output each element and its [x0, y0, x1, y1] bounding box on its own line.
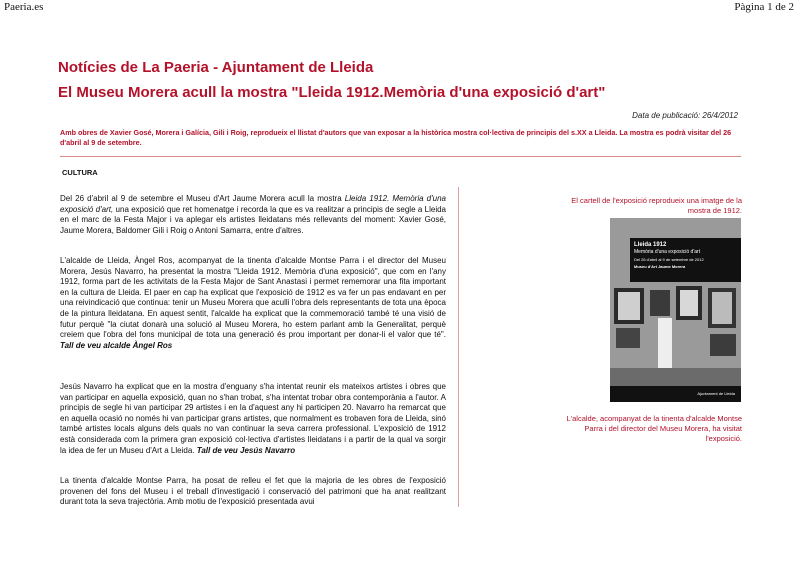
poster-title-box: Lleida 1912 Memòria d'una exposició d'art Del 26 d'abril al 9 de setembre de 2012 Museu d'Art Jaume Morera — [630, 238, 741, 282]
site-title: Notícies de La Paeria - Ajuntament de Lleida — [58, 59, 374, 76]
publication-date: Data de publicació: 26/4/2012 — [632, 111, 738, 120]
audio-link-navarro[interactable]: Tall de veu Jesús Navarro — [196, 445, 296, 455]
section-label: CULTURA — [62, 168, 98, 177]
column-divider — [458, 187, 459, 507]
article-title: El Museu Morera acull la mostra "Lleida 1912.Memòria d'una exposició d'art" — [58, 84, 606, 101]
poster-footer: Ajuntament de Lleida — [610, 386, 741, 402]
caption-top: El cartell de l'exposició reprodueix una imatge de la mostra de 1912. — [571, 196, 742, 215]
header-site: Paeria.es — [4, 1, 44, 13]
paragraph-2: L'alcalde de Lleida, Àngel Ros, acompanyat de la tinenta d'alcalde Montse Parra i el director del Museu Morera, Jesús Navarro, ha presentat la mostra "Lleida 1912. Memòria d'una exposició", que com en l'any 1912, forma part de les activitats de la Festa Major de Sant Anastasi i permet rememorar una fita important en la cultura de Lleida. El paer en cap ha explicat que l'exposició de 1912 es va fer un pas endavant en per una reivindicació que continua: tenir un Museu Morera que aculli l'obra dels representants de tota una època de la pintura lleidatana. En aquest sentit, l'alcalde ha explicat que la commemoració també té una visió de futur perquè "la ciutat donarà una solució al Museu Morera, ho estem parlant amb la Generalitat, perquè creiem que l'obra del fons municipal de tota una generació és prou important per donar-li el valor que té". Tall de veu alcalde Àngel Ros — [60, 256, 446, 350]
paragraph-4: La tinenta d'alcalde Montse Parra, ha posat de relleu el fet que la majoria de les obres de l'exposició provenen del fons del Museu i el treball d'investigació i conservació del patrimoni que ha anat realitzant durant tota la seva trajectòria. Amb motiu de l'exposició presentada avui — [60, 476, 446, 507]
paragraph-3: Jesús Navarro ha explicat que en la mostra d'enguany s'ha intentat reunir els mateixos artistes i obres que van participar en aquella exposició, quan no s'han trobat, s'ha intentat trobar obra contemporània a l'autor. A principis de segle hi van participar 29 artistes i en la d'aquest any hi participen 20. Navarro ha remarcat que en aquella ocasió no només hi van participar grans artistes, que normalment es trobaven fora de Lleida, sinó també artistes locals alguns dels quals no van continuar la seva carrera professional. L'exposició de 1912 està considerada com la primera gran exposició col·lectiva d'artistes lleidatans i a partir de la qual va sorgir la idea de fer un Museu d'Art a Lleida. Tall de veu Jesús Navarro — [60, 382, 446, 455]
audio-link-ros[interactable]: Tall de veu alcalde Àngel Ros — [60, 340, 173, 350]
poster-image — [610, 218, 741, 402]
caption-bottom: L'alcalde, acompanyat de la tinenta d'alcalde Montse Parra i del director del Museu Morera, ha visitat l'exposició. — [566, 414, 742, 443]
header-page-number: Pàgina 1 de 2 — [734, 1, 794, 13]
paragraph-1: Del 26 d'abril al 9 de setembre el Museu d'Art Jaume Morera acull la mostra Lleida 1912. Memòria d'una exposició d'art, una exposició que ret homenatge i recorda la que es va realitzar a principis de segle a Lleida en el marc de la Festa Major i va aplegar els artistes lleidatans més rellevants del moment: Xavier Gosé, Jaume Morera, Baldomer Gili i Roig o Antoni Samarra, entre d'altres. — [60, 194, 446, 235]
exhibition-title: Lleida 1912. Memòria d'una exposició d'art, — [60, 194, 446, 214]
article-lead: Amb obres de Xavier Gosé, Morera i Galícia, Gili i Roig, reprodueix el llistat d'autors que van exposar a la històrica mostra col·lectiva de principis del s.XX a Lleida. La mostra es podrà visitar del 26 d'abril al 9 de setembre. — [60, 128, 732, 147]
divider — [60, 156, 741, 157]
